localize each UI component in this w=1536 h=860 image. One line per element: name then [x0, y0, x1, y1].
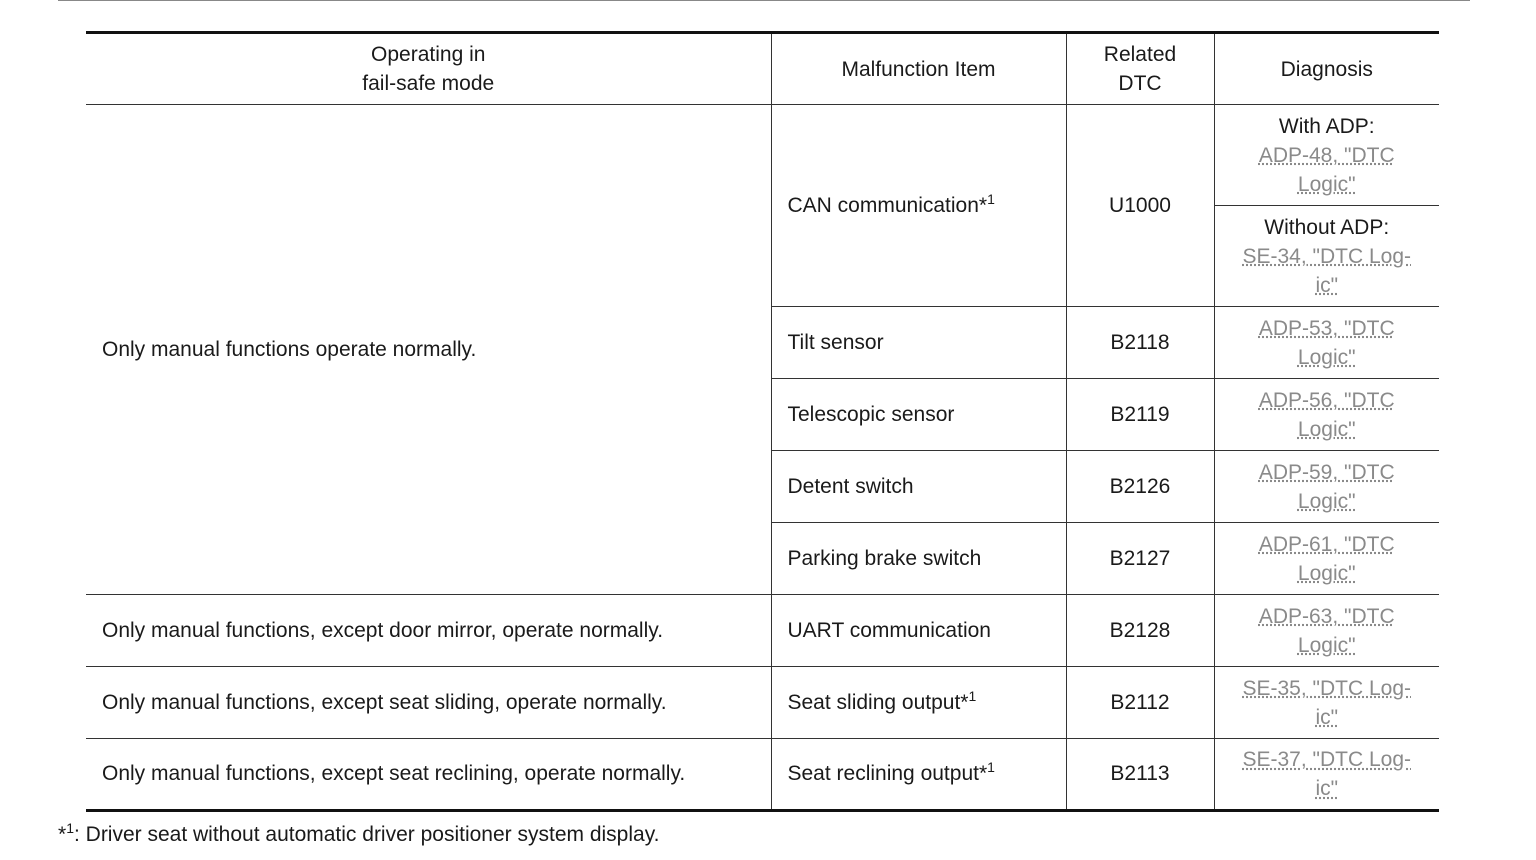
dtc-cell: B2127 [1066, 523, 1214, 595]
table-row [86, 667, 1439, 739]
diagnosis-cell-with-adp: With ADP: ADP-48, "DTC Logic" [1214, 105, 1439, 206]
diagnosis-cell [1214, 451, 1439, 523]
table-row [86, 595, 1439, 667]
top-rule [58, 0, 1470, 1]
diagnosis-link[interactable]: SE-34, "DTC Log- ic" [1242, 244, 1411, 297]
malfunction-item-cell: Detent switch [771, 451, 1066, 523]
footnote: *$^1$: Driver seat without automatic driver positioner system display. [58, 820, 660, 846]
dtc-cell: B2128 [1066, 595, 1214, 667]
malfunction-item-cell: Tilt sensor [771, 307, 1066, 379]
dtc-cell: B2113 [1066, 739, 1214, 811]
fail-safe-table [86, 31, 1439, 812]
diagnosis-link[interactable]: ADP-48, "DTC Logic" [1258, 143, 1395, 196]
malfunction-item-cell: Seat sliding output*$^1$ [771, 667, 1066, 739]
diagnosis-cell-without-adp: Without ADP: SE-34, "DTC Log- ic" [1214, 206, 1439, 307]
dtc-cell: B2126 [1066, 451, 1214, 523]
diagnosis-cell [1214, 307, 1439, 379]
diagnosis-link[interactable]: SE-37, "DTC Log- ic" [1242, 748, 1411, 800]
table-header-row [86, 33, 1439, 105]
malfunction-item-cell: Seat reclining output*$^1$ [771, 739, 1066, 811]
diagnosis-cell [1214, 667, 1439, 739]
diagnosis-cell [1214, 523, 1439, 595]
fail-safe-mode-cell: Only manual functions, except seat sliding, operate normally. [86, 667, 771, 739]
fail-safe-mode-cell: Only manual functions operate normally. [86, 105, 771, 595]
diagnosis-link[interactable]: ADP-63, "DTC Logic" [1258, 604, 1395, 657]
header-operating-mode: Operating in fail-safe mode [86, 33, 771, 105]
diagnosis-link[interactable]: SE-35, "DTC Log- ic" [1242, 676, 1411, 729]
diagnosis-cell [1214, 595, 1439, 667]
diagnosis-cell [1214, 739, 1439, 811]
diagnosis-link[interactable]: ADP-53, "DTC Logic" [1258, 316, 1395, 369]
malfunction-item-cell: CAN communication*$^1$ [771, 105, 1066, 307]
diagnosis-cell [1214, 379, 1439, 451]
fail-safe-mode-cell: Only manual functions, except seat reclining, operate normally. [86, 739, 771, 811]
diagnosis-link[interactable]: ADP-59, "DTC Logic" [1258, 460, 1395, 513]
dtc-cell: U1000 [1066, 105, 1214, 307]
table-row [86, 739, 1439, 811]
header-diagnosis: Diagnosis [1214, 33, 1439, 105]
malfunction-item-cell: Telescopic sensor [771, 379, 1066, 451]
dtc-cell: B2119 [1066, 379, 1214, 451]
header-malfunction-item: Malfunction Item [771, 33, 1066, 105]
fail-safe-mode-cell: Only manual functions, except door mirror, operate normally. [86, 595, 771, 667]
header-related-dtc: Related DTC [1066, 33, 1214, 105]
table-row [86, 105, 1439, 206]
dtc-cell: B2112 [1066, 667, 1214, 739]
diagnosis-link[interactable]: ADP-56, "DTC Logic" [1258, 388, 1395, 441]
dtc-cell: B2118 [1066, 307, 1214, 379]
diagnosis-link[interactable]: ADP-61, "DTC Logic" [1258, 532, 1395, 585]
malfunction-item-cell: Parking brake switch [771, 523, 1066, 595]
malfunction-item-cell: UART communication [771, 595, 1066, 667]
